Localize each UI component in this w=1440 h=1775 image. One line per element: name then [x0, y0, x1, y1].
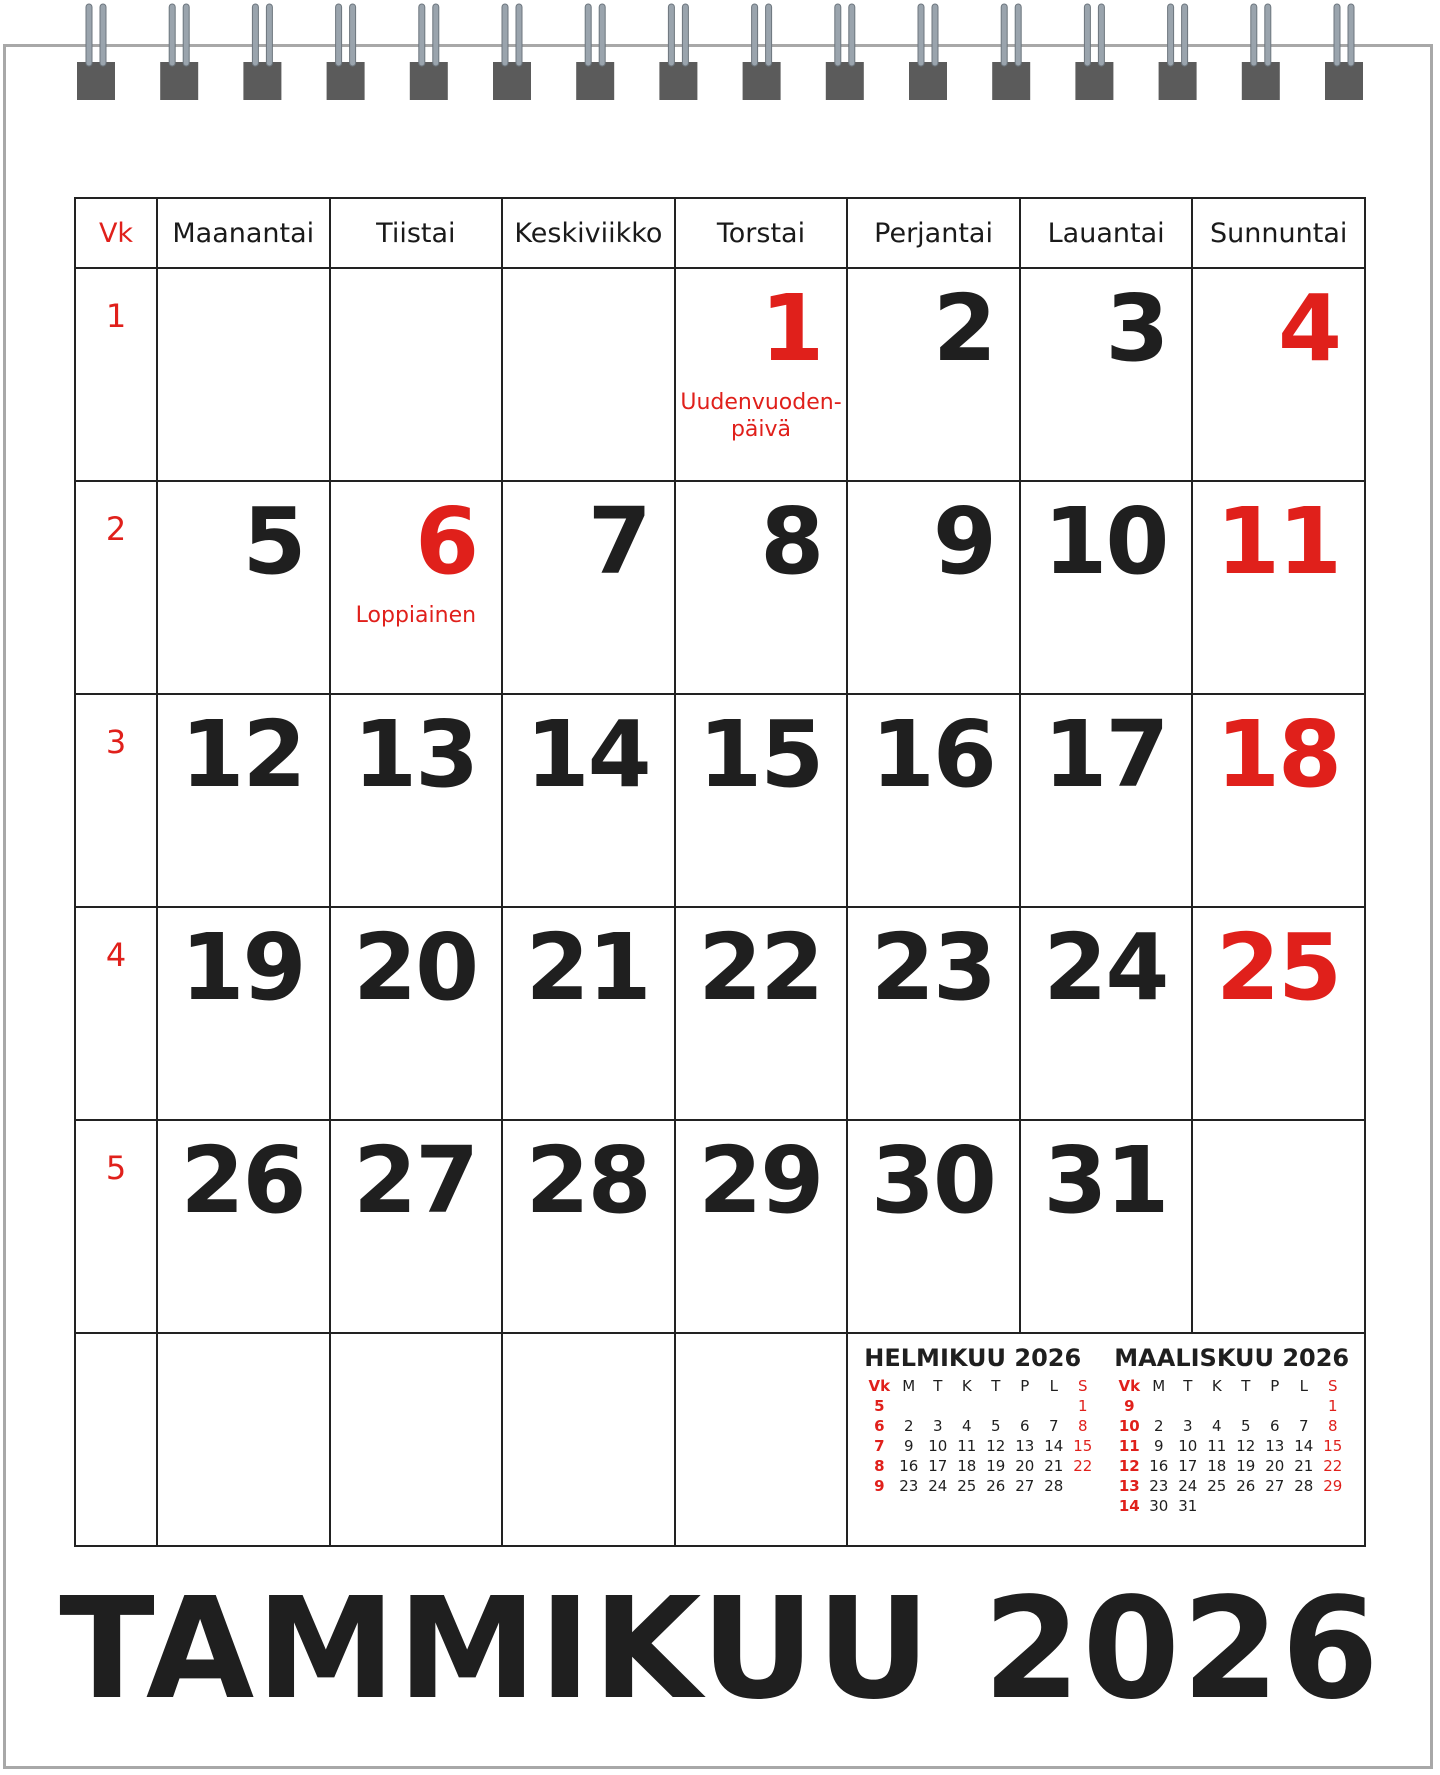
mini-calendar — [1114, 1344, 1354, 1516]
day-cell[interactable] — [1193, 695, 1366, 908]
week-number-header: Vk — [76, 199, 158, 269]
mini-day — [981, 1396, 1010, 1416]
week-number: 3 — [105, 723, 127, 761]
day-number: 21 — [525, 914, 650, 1021]
mini-week-number: 6 — [874, 1417, 885, 1435]
mini-day: 22 — [1073, 1457, 1093, 1475]
mini-day: 25 — [957, 1477, 977, 1495]
day-number: 24 — [1043, 914, 1168, 1021]
mini-week-row — [1114, 1456, 1347, 1476]
mini-header-cell: T — [1183, 1377, 1193, 1395]
mini-header-cell: L — [1049, 1377, 1058, 1395]
mini-week-number: 9 — [874, 1477, 885, 1495]
mini-day: 18 — [1207, 1457, 1227, 1475]
day-number: 6 — [415, 488, 478, 595]
mini-header-cell: M — [902, 1377, 916, 1395]
mini-header-cell: K — [1211, 1377, 1222, 1395]
day-number: 9 — [932, 488, 995, 595]
weekday-header: Maanantai — [158, 199, 331, 269]
mini-calendar — [864, 1344, 1104, 1496]
day-number: 23 — [870, 914, 995, 1021]
binding-ring — [1159, 4, 1197, 100]
mini-header-row — [1114, 1376, 1347, 1396]
day-cell[interactable] — [1021, 269, 1194, 482]
mini-calendar-title: HELMIKUU 2026 — [864, 1344, 1082, 1372]
mini-day: 14 — [1044, 1437, 1064, 1455]
mini-day: 20 — [1265, 1457, 1285, 1475]
month-grid — [74, 197, 1366, 1547]
mini-day: 26 — [1236, 1477, 1256, 1495]
binding-ring — [992, 4, 1030, 100]
binding-ring — [77, 4, 115, 100]
mini-day: 2 — [904, 1417, 914, 1435]
mini-day: 9 — [1154, 1437, 1164, 1455]
mini-day: 31 — [1178, 1497, 1198, 1515]
mini-week-row — [1114, 1416, 1347, 1436]
mini-day: 16 — [899, 1457, 919, 1475]
mini-day — [1010, 1396, 1039, 1416]
mini-header-cell: K — [961, 1377, 972, 1395]
mini-day: 13 — [1265, 1437, 1285, 1455]
mini-day: 22 — [1323, 1457, 1343, 1475]
mini-header-cell: Vk — [868, 1377, 891, 1395]
mini-week-row — [1114, 1436, 1347, 1456]
weekday-header: Perjantai — [848, 199, 1021, 269]
day-number: 14 — [525, 701, 650, 808]
mini-day: 4 — [1212, 1417, 1222, 1435]
mini-week-row — [864, 1476, 1097, 1496]
mini-day: 15 — [1073, 1437, 1093, 1455]
mini-week-row — [864, 1416, 1097, 1436]
mini-day: 10 — [1178, 1437, 1198, 1455]
mini-header-cell: L — [1299, 1377, 1308, 1395]
mini-day: 15 — [1323, 1437, 1343, 1455]
day-cell[interactable] — [676, 908, 849, 1121]
day-number: 20 — [353, 914, 478, 1021]
week-number-cell — [76, 269, 158, 482]
mini-day: 14 — [1294, 1437, 1314, 1455]
mini-day: 19 — [986, 1457, 1006, 1475]
binding-ring — [1075, 4, 1113, 100]
mini-day — [1260, 1496, 1289, 1516]
binding-ring — [826, 4, 864, 100]
day-cell[interactable] — [848, 269, 1021, 482]
mini-day: 7 — [1299, 1417, 1309, 1435]
day-number: 18 — [1215, 701, 1340, 808]
day-number: 5 — [242, 488, 305, 595]
mini-week-number: 7 — [874, 1437, 885, 1455]
day-number: 25 — [1215, 914, 1340, 1021]
day-cell[interactable] — [1021, 908, 1194, 1121]
weekday-header: Keskiviikko — [503, 199, 676, 269]
mini-day — [1231, 1396, 1260, 1416]
mini-day: 5 — [991, 1417, 1001, 1435]
mini-day — [1318, 1496, 1347, 1516]
day-number: 12 — [180, 701, 305, 808]
day-cell[interactable] — [331, 1121, 504, 1334]
mini-day: 16 — [1149, 1457, 1169, 1475]
day-number: 15 — [698, 701, 823, 808]
mini-day: 8 — [1328, 1417, 1338, 1435]
day-cell[interactable] — [331, 1334, 504, 1547]
day-cell[interactable] — [331, 908, 504, 1121]
mini-week-number: 5 — [874, 1397, 885, 1415]
day-cell[interactable] — [848, 695, 1021, 908]
mini-calendars — [848, 1334, 1366, 1547]
mini-day: 3 — [933, 1417, 943, 1435]
day-number: 28 — [525, 1127, 650, 1234]
mini-day — [1144, 1396, 1173, 1416]
mini-day: 18 — [957, 1457, 977, 1475]
day-number: 17 — [1043, 701, 1168, 808]
day-cell[interactable] — [503, 269, 676, 482]
day-number: 8 — [760, 488, 823, 595]
mini-day: 12 — [1236, 1437, 1256, 1455]
mini-day: 21 — [1294, 1457, 1314, 1475]
month-title: TAMMIKUU 2026 — [59, 1568, 1381, 1731]
week-number-cell — [76, 1334, 158, 1547]
mini-header-cell: T — [1241, 1377, 1251, 1395]
mini-day — [894, 1396, 923, 1416]
mini-day — [1202, 1396, 1231, 1416]
mini-day — [1039, 1396, 1068, 1416]
mini-day: 2 — [1154, 1417, 1164, 1435]
day-cell[interactable] — [848, 482, 1021, 695]
binding-ring — [243, 4, 281, 100]
day-cell[interactable] — [676, 1334, 849, 1547]
binding-ring — [327, 4, 365, 100]
day-cell[interactable] — [158, 908, 331, 1121]
mini-header-cell: S — [1328, 1377, 1338, 1395]
day-number: 10 — [1043, 488, 1168, 595]
day-cell[interactable] — [503, 1334, 676, 1547]
day-cell[interactable] — [158, 1334, 331, 1547]
day-cell[interactable] — [503, 695, 676, 908]
week-number-cell — [76, 695, 158, 908]
day-number: 13 — [353, 701, 478, 808]
day-number: 26 — [180, 1127, 305, 1234]
day-cell[interactable] — [158, 482, 331, 695]
mini-header-cell: P — [1020, 1377, 1030, 1395]
binding-ring — [743, 4, 781, 100]
mini-week-number: 11 — [1118, 1437, 1140, 1455]
mini-header-cell: P — [1270, 1377, 1280, 1395]
mini-day: 27 — [1265, 1477, 1285, 1495]
holiday-label: Uudenvuoden- päivä — [680, 390, 842, 442]
day-number: 7 — [587, 488, 650, 595]
mini-day: 29 — [1323, 1477, 1343, 1495]
mini-day: 25 — [1207, 1477, 1227, 1495]
day-number: 31 — [1043, 1127, 1168, 1234]
mini-calendar-title: MAALISKUU 2026 — [1114, 1344, 1350, 1372]
mini-day: 17 — [1178, 1457, 1198, 1475]
mini-day — [1173, 1396, 1202, 1416]
mini-day — [1231, 1496, 1260, 1516]
mini-day: 1 — [1078, 1397, 1088, 1415]
mini-week-number: 8 — [874, 1457, 885, 1475]
day-number: 4 — [1277, 275, 1340, 382]
binding-ring — [576, 4, 614, 100]
mini-day: 6 — [1020, 1417, 1030, 1435]
mini-calendar-table — [864, 1376, 1097, 1496]
day-number: 27 — [353, 1127, 478, 1234]
day-cell[interactable] — [1193, 908, 1366, 1121]
mini-day: 5 — [1241, 1417, 1251, 1435]
day-cell[interactable] — [1193, 1121, 1366, 1334]
mini-day: 23 — [899, 1477, 919, 1495]
spiral-binding — [0, 0, 1440, 100]
mini-day: 23 — [1149, 1477, 1169, 1495]
weekday-header: Sunnuntai — [1193, 199, 1366, 269]
mini-header-cell: T — [933, 1377, 943, 1395]
mini-day: 10 — [928, 1437, 948, 1455]
mini-day — [1289, 1496, 1318, 1516]
mini-day: 30 — [1149, 1497, 1169, 1515]
day-number: 22 — [698, 914, 823, 1021]
day-number: 19 — [180, 914, 305, 1021]
mini-week-row — [864, 1456, 1097, 1476]
mini-week-number: 14 — [1118, 1497, 1140, 1515]
day-number: 3 — [1105, 275, 1168, 382]
mini-day — [952, 1396, 981, 1416]
mini-header-row — [864, 1376, 1097, 1396]
mini-day: 24 — [1178, 1477, 1198, 1495]
week-number: 1 — [105, 297, 127, 335]
mini-day: 13 — [1015, 1437, 1035, 1455]
day-number: 16 — [870, 701, 995, 808]
day-cell[interactable] — [503, 908, 676, 1121]
day-cell[interactable] — [848, 908, 1021, 1121]
mini-header-cell: S — [1078, 1377, 1088, 1395]
binding-ring — [659, 4, 697, 100]
binding-ring — [410, 4, 448, 100]
week-number: 4 — [105, 936, 127, 974]
mini-day: 24 — [928, 1477, 948, 1495]
mini-day: 8 — [1078, 1417, 1088, 1435]
mini-day: 9 — [904, 1437, 914, 1455]
mini-day — [1202, 1496, 1231, 1516]
binding-ring — [1242, 4, 1280, 100]
mini-week-row — [1114, 1396, 1347, 1416]
week-number: 2 — [105, 510, 127, 548]
mini-day: 20 — [1015, 1457, 1035, 1475]
day-cell[interactable] — [676, 1121, 849, 1334]
mini-day: 11 — [957, 1437, 977, 1455]
mini-week-row — [1114, 1476, 1347, 1496]
day-number: 1 — [760, 275, 823, 382]
mini-week-number: 13 — [1118, 1477, 1140, 1495]
week-number-cell — [76, 482, 158, 695]
day-cell[interactable] — [1021, 695, 1194, 908]
mini-day: 26 — [986, 1477, 1006, 1495]
mini-day: 21 — [1044, 1457, 1064, 1475]
mini-week-row — [864, 1396, 1097, 1416]
mini-header-cell: T — [991, 1377, 1001, 1395]
weekday-header: Lauantai — [1021, 199, 1194, 269]
mini-day — [1260, 1396, 1289, 1416]
mini-day: 7 — [1049, 1417, 1059, 1435]
mini-day: 19 — [1236, 1457, 1256, 1475]
mini-day: 6 — [1270, 1417, 1280, 1435]
weekday-header: Tiistai — [331, 199, 504, 269]
day-cell[interactable] — [503, 1121, 676, 1334]
mini-day: 28 — [1294, 1477, 1314, 1495]
mini-day: 11 — [1207, 1437, 1227, 1455]
day-cell[interactable] — [676, 269, 849, 482]
day-cell[interactable] — [676, 695, 849, 908]
day-number: 11 — [1215, 488, 1340, 595]
mini-day: 28 — [1044, 1477, 1064, 1495]
mini-day: 17 — [928, 1457, 948, 1475]
mini-day: 12 — [986, 1437, 1006, 1455]
binding-ring — [160, 4, 198, 100]
mini-day: 3 — [1183, 1417, 1193, 1435]
mini-week-number: 9 — [1124, 1397, 1135, 1415]
day-number: 30 — [870, 1127, 995, 1234]
binding-ring — [909, 4, 947, 100]
mini-week-number: 10 — [1118, 1417, 1140, 1435]
mini-week-row — [1114, 1496, 1347, 1516]
weekday-header: Torstai — [676, 199, 849, 269]
day-cell[interactable] — [158, 269, 331, 482]
binding-ring — [1325, 4, 1363, 100]
day-cell[interactable] — [1193, 482, 1366, 695]
mini-header-cell: M — [1152, 1377, 1166, 1395]
day-number: 2 — [932, 275, 995, 382]
day-cell[interactable] — [676, 482, 849, 695]
mini-day — [1068, 1476, 1097, 1496]
day-cell[interactable] — [503, 482, 676, 695]
day-cell[interactable] — [331, 482, 504, 695]
day-cell[interactable] — [1193, 269, 1366, 482]
mini-day — [923, 1396, 952, 1416]
day-cell[interactable] — [1021, 482, 1194, 695]
mini-day: 1 — [1328, 1397, 1338, 1415]
mini-calendar-table — [1114, 1376, 1347, 1516]
mini-day — [1289, 1396, 1318, 1416]
mini-day: 27 — [1015, 1477, 1035, 1495]
day-number: 29 — [698, 1127, 823, 1234]
day-cell[interactable] — [1021, 1121, 1194, 1334]
week-number-cell — [76, 908, 158, 1121]
day-cell[interactable] — [158, 1121, 331, 1334]
mini-week-row — [864, 1436, 1097, 1456]
day-cell[interactable] — [158, 695, 331, 908]
mini-day: 4 — [962, 1417, 972, 1435]
mini-week-number: 12 — [1118, 1457, 1140, 1475]
week-number-cell — [76, 1121, 158, 1334]
mini-header-cell: Vk — [1118, 1377, 1141, 1395]
day-cell[interactable] — [331, 269, 504, 482]
binding-ring — [493, 4, 531, 100]
day-cell[interactable] — [848, 1121, 1021, 1334]
day-cell[interactable] — [331, 695, 504, 908]
holiday-label: Loppiainen — [355, 603, 477, 628]
week-number: 5 — [105, 1149, 127, 1187]
